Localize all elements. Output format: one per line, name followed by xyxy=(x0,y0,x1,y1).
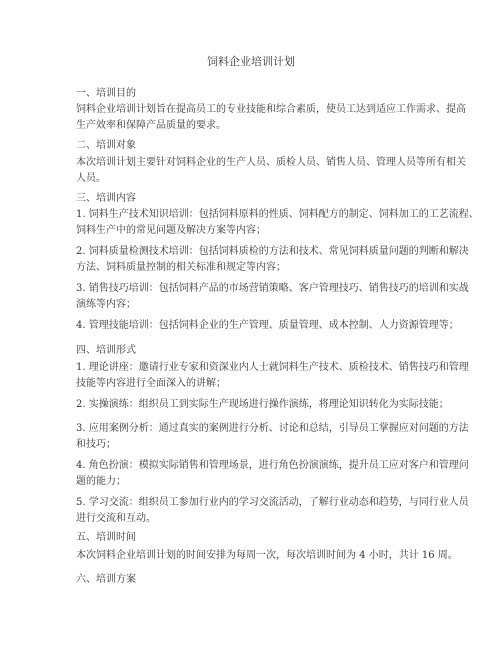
section-heading-plan: 六、培训方案 xyxy=(76,574,136,585)
format-item-5 xyxy=(76,495,469,526)
section-heading-format: 四、培训形式 xyxy=(76,345,136,356)
content-item-2 xyxy=(76,244,469,275)
text-line: 本次培训计划主要针对饲料企业的生产人员、质检人员、销售人员、管理人员等所有相关 xyxy=(76,157,466,168)
text-line: 1. 理论讲座：邀请行业专家和资深业内人士就饲料生产技术、质检技术、销售技巧和管理 xyxy=(76,362,469,373)
text-line: 方法、饲料质量控制的相关标准和规定等内容； xyxy=(76,261,286,273)
text-line: 饲料企业培训计划旨在提高员工的专业技能和综合素质，使员工达到适应工作需求、提高 xyxy=(76,104,466,115)
text-line: 4. 管理技能培训：包括饲料企业的生产管理、质量管理、成本控制、人力资源管理等； xyxy=(76,320,459,331)
section-heading-audience: 二、培训对象 xyxy=(76,140,136,151)
document-title: 饲料企业培训计划 xyxy=(207,55,295,68)
text-line: 题的能力； xyxy=(76,475,126,487)
text-line: 3. 应用案例分析：通过真实的案例进行分析、讨论和总结，引导员工掌握应对问题的方法 xyxy=(76,423,469,434)
format-item-2 xyxy=(76,397,449,413)
text-line: 演练等内容； xyxy=(76,298,136,310)
text-line: 2. 实操演练：组织员工到实际生产现场进行操作演练，将理论知识转化为实际技能； xyxy=(76,399,449,410)
text-line: 饲料生产中的常见问题及解决方案等内容； xyxy=(76,224,266,236)
text-line: 和技巧； xyxy=(76,438,116,450)
text-line: 本次饲料企业培训计划的时间安排为每周一次，每次培训时间为 4 小时，共计 16 周。 xyxy=(76,550,458,561)
format-item-3 xyxy=(76,421,469,452)
paragraph-schedule xyxy=(76,548,458,564)
text-line: 人员。 xyxy=(76,172,106,184)
text-line: 进行交流和互动。 xyxy=(76,512,156,524)
format-item-1 xyxy=(76,360,469,391)
content-item-3 xyxy=(76,281,469,312)
text-line: 1. 饲料生产技术知识培训：包括饲料原料的性质、饲料配方的制定、饲料加工的工艺流程、 xyxy=(76,209,479,220)
paragraph-purpose xyxy=(76,102,466,133)
section-heading-schedule: 五、培训时间 xyxy=(76,532,136,543)
content-item-4 xyxy=(76,318,459,334)
format-item-4 xyxy=(76,458,469,489)
paragraph-audience xyxy=(76,155,466,186)
text-line: 5. 学习交流：组织员工参加行业内的学习交流活动，了解行业动态和趋势，与同行业人员 xyxy=(76,497,469,508)
section-heading-content: 三、培训内容 xyxy=(76,193,136,204)
text-line: 3. 销售技巧培训：包括饲料产品的市场营销策略、客户管理技巧、销售技巧的培训和实战 xyxy=(76,283,469,294)
text-line: 2. 饲料质量检测技术培训：包括饲料质检的方法和技术、常见饲料质量问题的判断和解决 xyxy=(76,246,469,257)
text-line: 4. 角色扮演：模拟实际销售和管理场景，进行角色扮演演练，提升员工应对客户和管理问 xyxy=(76,460,469,471)
section-heading-purpose: 一、培训目的 xyxy=(76,88,136,99)
content-item-1 xyxy=(76,207,479,238)
text-line: 生产效率和保障产品质量的要求。 xyxy=(76,119,226,131)
text-line: 技能等内容进行全面深入的讲解； xyxy=(76,377,226,389)
